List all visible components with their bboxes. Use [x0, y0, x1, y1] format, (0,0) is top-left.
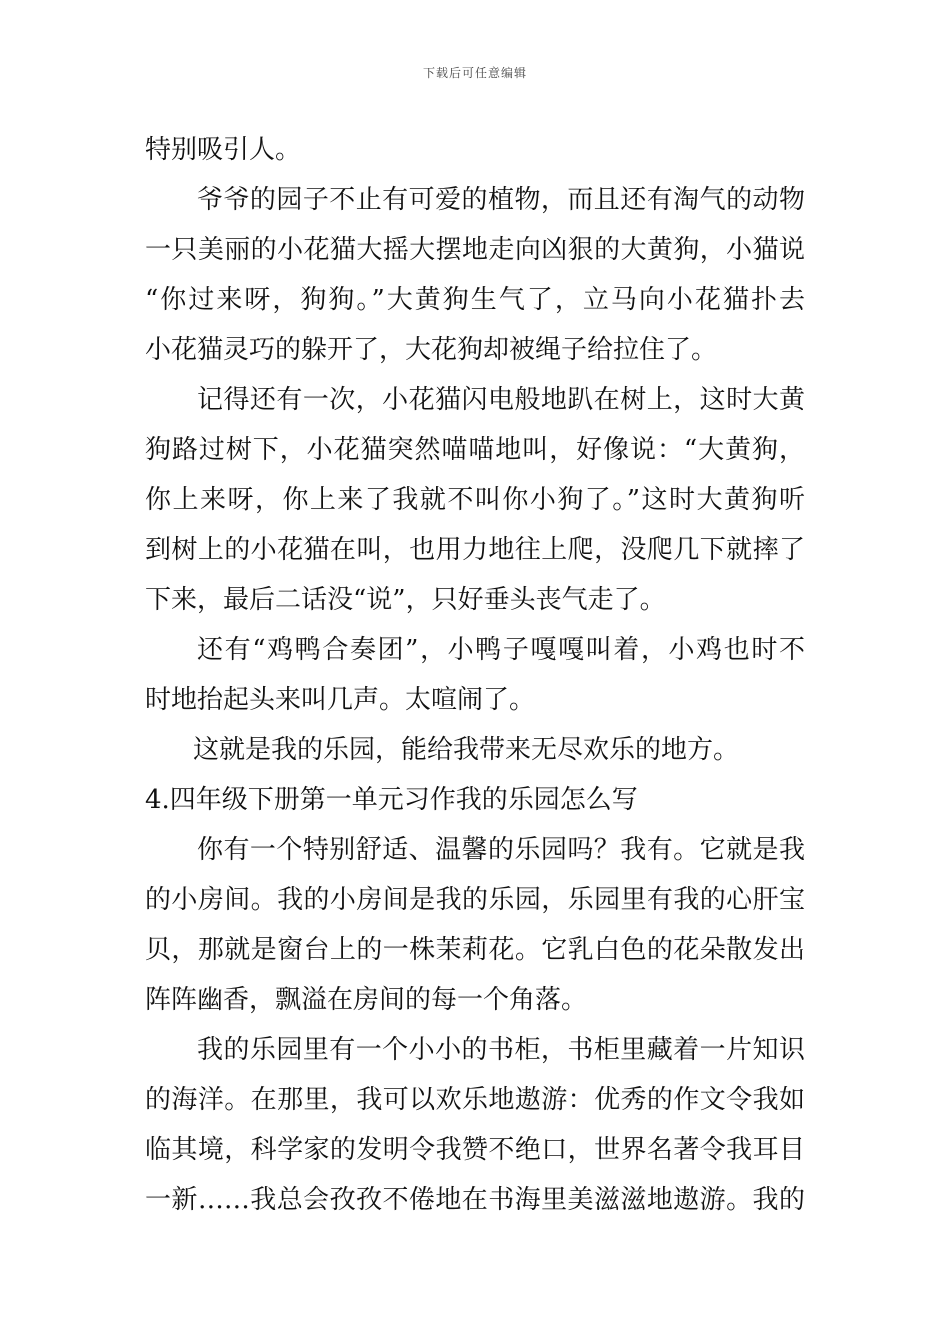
section-heading: 4.四年级下册第一单元习作我的乐园怎么写 — [145, 785, 638, 815]
text-line: 的海洋。在那里，我可以欢乐地遨游：优秀的作文令我如 — [145, 1085, 805, 1115]
text-line: 狗路过树下，小花猫突然喵喵地叫，好像说：“大黄狗， — [145, 435, 805, 465]
page-header: 下载后可任意编辑 — [422, 66, 527, 80]
text-line: 时地抬起头来叫几声。太喧闹了。 — [145, 685, 536, 715]
text-line: 临其境，科学家的发明令我赞不绝口，世界名著令我耳目 — [145, 1135, 805, 1165]
text-line: 贝，那就是窗台上的一株茉莉花。它乳白色的花朵散发出 — [145, 935, 805, 965]
text-line: 记得还有一次，小花猫闪电般地趴在树上，这时大黄 — [197, 385, 805, 415]
text-line: 一只美丽的小花猫大摇大摆地走向凶狠的大黄狗，小猫说 — [145, 235, 805, 265]
text-line: 这就是我的乐园，能给我带来无尽欢乐的地方。 — [193, 735, 740, 765]
text-line: 我的乐园里有一个小小的书柜，书柜里藏着一片知识 — [197, 1035, 805, 1065]
text-line: 小花猫灵巧的躲开了，大花狗却被绳子给拉住了。 — [145, 335, 718, 365]
text-line: 特别吸引人。 — [145, 135, 302, 165]
text-line: 你上来呀，你上来了我就不叫你小狗了。”这时大黄狗听 — [145, 485, 805, 515]
text-line: 爷爷的园子不止有可爱的植物，而且还有淘气的动物 — [197, 185, 805, 215]
text-line: 你有一个特别舒适、温馨的乐园吗？我有。它就是我 — [197, 835, 805, 865]
text-line: 还有“鸡鸭合奏团”，小鸭子嘎嘎叫着，小鸡也时不 — [197, 635, 805, 665]
text-line: 到树上的小花猫在叫，也用力地往上爬，没爬几下就摔了 — [145, 535, 805, 565]
text-line: 的小房间。我的小房间是我的乐园，乐园里有我的心肝宝 — [145, 885, 805, 915]
text-line: 一新……我总会孜孜不倦地在书海里美滋滋地遨游。我的 — [145, 1185, 805, 1215]
text-line: “你过来呀，狗狗。”大黄狗生气了，立马向小花猫扑去 — [145, 285, 805, 315]
text-line: 阵阵幽香，飘溢在房间的每一个角落。 — [145, 985, 588, 1015]
text-line: 下来，最后二话没“说”，只好垂头丧气走了。 — [145, 585, 666, 615]
